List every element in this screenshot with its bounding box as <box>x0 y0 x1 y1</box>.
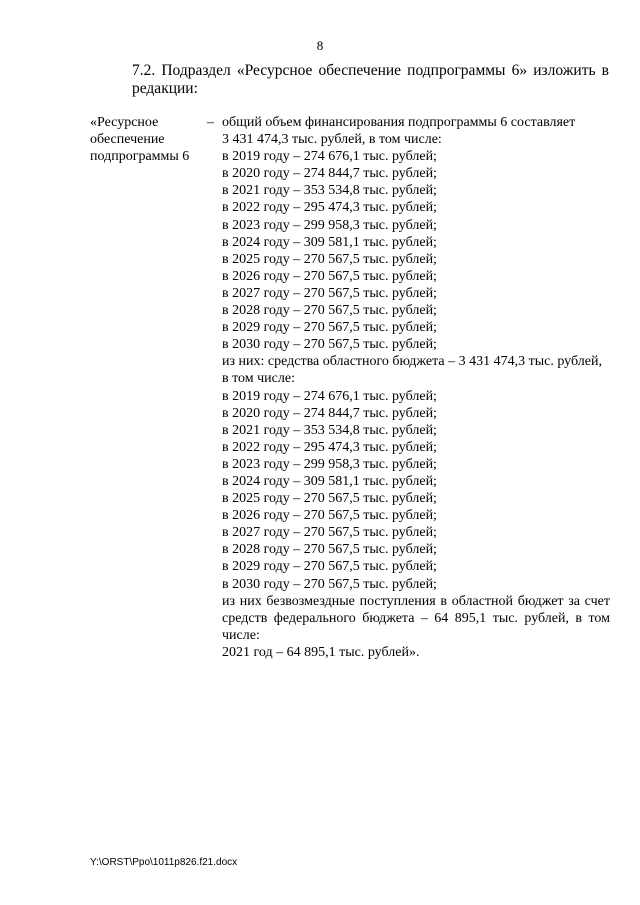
intro-paragraph <box>90 62 609 98</box>
regional-year-line: в 2029 году – 270 567,5 тыс. рублей; <box>222 559 437 575</box>
regional-year-line: в 2021 году – 353 534,8 тыс. рублей; <box>222 422 437 438</box>
separator-dash: – <box>207 115 214 130</box>
regional-year-line: в 2022 году – 295 474,3 тыс. рублей; <box>222 439 437 455</box>
regional-year-line: в 2024 году – 309 581,1 тыс. рублей; <box>222 473 437 489</box>
footer-file-path: Y:\ORST\Ppo\1011p826.f21.docx <box>90 857 238 868</box>
total-year-line: в 2023 году – 299 958,3 тыс. рублей; <box>222 217 437 233</box>
total-year-line: в 2019 году – 274 676,1 тыс. рублей; <box>222 149 437 165</box>
section-name: «Ресурсное обеспечение подпрограммы 6 <box>90 115 190 165</box>
regional-year-line: в 2019 году – 274 676,1 тыс. рублей; <box>222 388 437 404</box>
total-year-line: в 2027 году – 270 567,5 тыс. рублей; <box>222 285 437 301</box>
total-year-line: в 2026 году – 270 567,5 тыс. рублей; <box>222 268 437 284</box>
total-year-line: в 2025 году – 270 567,5 тыс. рублей; <box>222 251 437 267</box>
regional-year-line: в 2027 году – 270 567,5 тыс. рублей; <box>222 525 437 541</box>
total-year-line: в 2030 году – 270 567,5 тыс. рублей; <box>222 337 437 353</box>
regional-year-line: в 2023 году – 299 958,3 тыс. рублей; <box>222 456 437 472</box>
page-number: 8 <box>316 38 324 53</box>
federal-year-line: 2021 год – 64 895,1 тыс. рублей». <box>222 644 420 660</box>
total-year-line: в 2029 году – 270 567,5 тыс. рублей; <box>222 320 437 336</box>
regional-year-line: в 2028 году – 270 567,5 тыс. рублей; <box>222 542 437 558</box>
regional-year-line: в 2030 году – 270 567,5 тыс. рублей; <box>222 576 437 592</box>
intro-text: 7.2. Подраздел «Ресурсное обеспечение подпрограммы 6» изложить в редакции: <box>132 62 609 97</box>
regional-year-line: в 2025 году – 270 567,5 тыс. рублей; <box>222 491 437 507</box>
regional-year-line: в 2026 году – 270 567,5 тыс. рублей; <box>222 508 437 524</box>
total-year-line: в 2021 году – 353 534,8 тыс. рублей; <box>222 183 437 199</box>
total-year-line: в 2020 году – 274 844,7 тыс. рублей; <box>222 166 437 182</box>
regional-funding-line-2: в том числе: <box>222 371 295 387</box>
total-funding-line-1: общий объем финансирования подпрограммы 6 составляет <box>222 115 576 130</box>
regional-funding-line-1: из них: средства областного бюджета – 3 431 474,3 тыс. рублей, <box>222 354 602 370</box>
total-year-line: в 2022 году – 295 474,3 тыс. рублей; <box>222 200 437 216</box>
federal-funding-text: из них безвозмездные поступления в областной бюджет за счет средств федерального бюджета – 64 895,1 тыс. рублей, в том числе: <box>222 593 610 643</box>
total-funding-line-2: 3 431 474,3 тыс. рублей, в том числе: <box>222 132 442 148</box>
funding-description <box>222 114 610 661</box>
total-year-line: в 2028 году – 270 567,5 тыс. рублей; <box>222 303 437 319</box>
total-year-line: в 2024 году – 309 581,1 тыс. рублей; <box>222 234 437 250</box>
regional-year-line: в 2020 году – 274 844,7 тыс. рублей; <box>222 405 437 421</box>
